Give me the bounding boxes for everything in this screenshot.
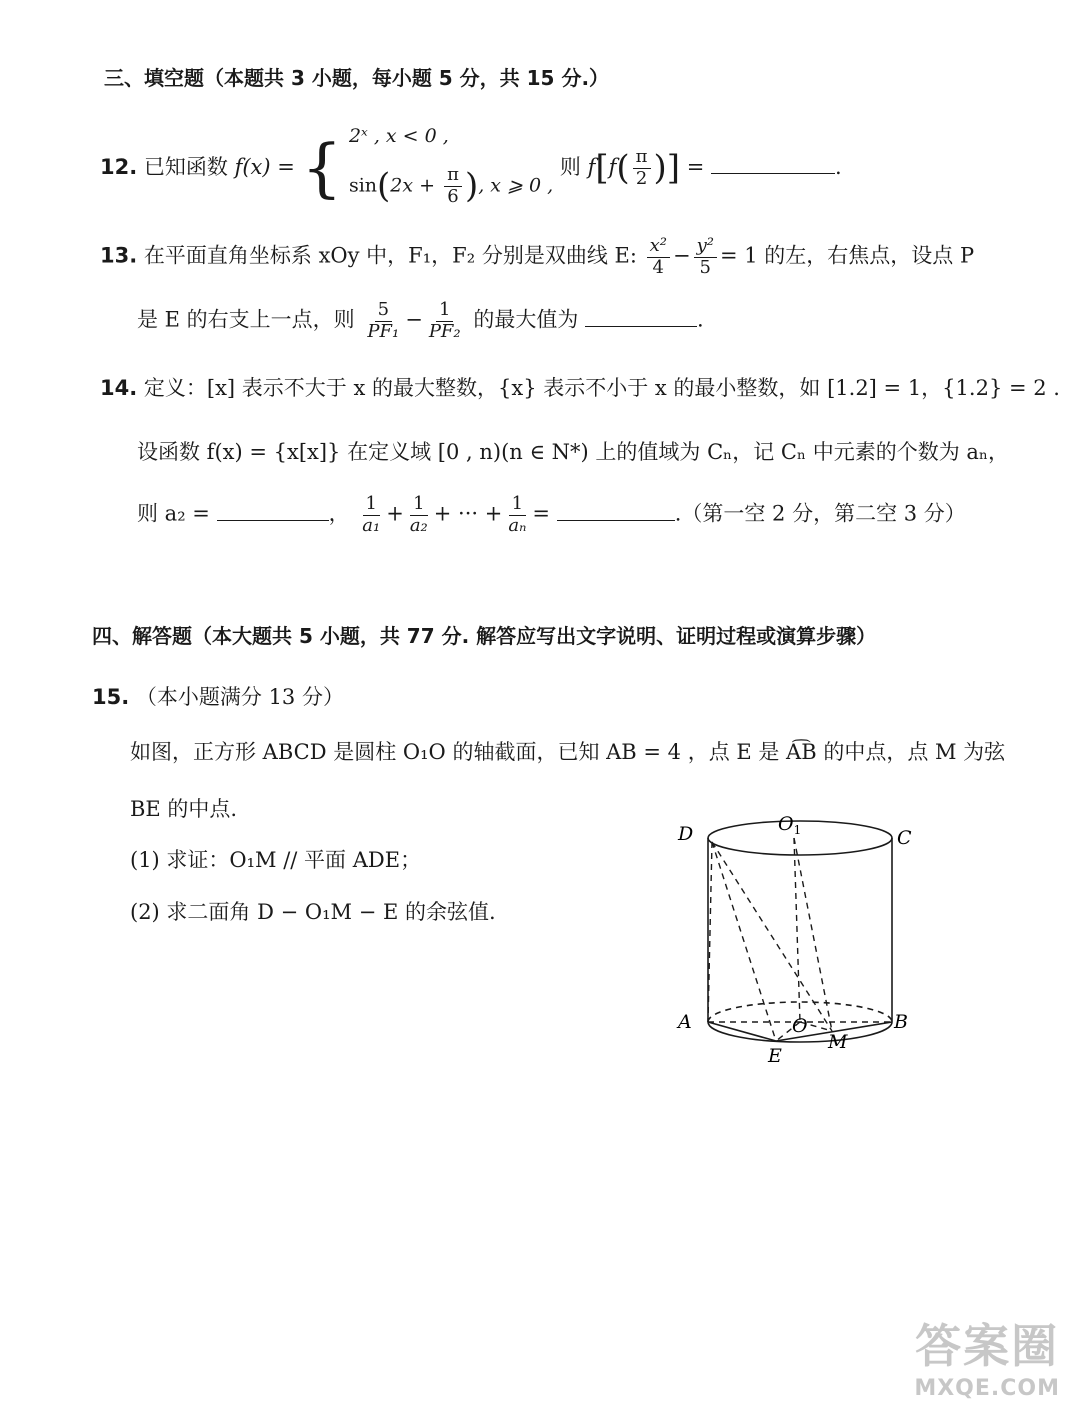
q12-brace: { xyxy=(301,131,343,206)
question-14-line-1: 14. 定义：[x] 表示不大于 x 的最大整数，{x} 表示不小于 x 的最小整数，如 [1.2] = 1，{1.2} = 2 . xyxy=(100,376,1060,400)
label-B: B xyxy=(894,1011,908,1033)
q12-case-2: sin(2x + $\frac{\pi}{6}$ ), x ⩾ 0 , xyxy=(348,164,554,207)
q12-prefix: 已知函数 xyxy=(143,154,228,179)
label-D: D xyxy=(678,823,694,845)
label-A: A xyxy=(678,1011,692,1033)
question-14-line-2: 设函数 f(x) = {x[x]} 在定义域 [0 , n)(n ∈ N*) 上的值域为 Cₙ，记 Cₙ 中元素的个数为 aₙ， xyxy=(137,440,1010,464)
question-15-part-1: (1) 求证：O₁M // 平面 ADE； xyxy=(130,848,422,872)
site-watermark: 答案圈 MXQE.COM xyxy=(914,1319,1060,1401)
label-M: M xyxy=(828,1031,848,1053)
label-O: O xyxy=(792,1015,808,1037)
q12-pi-over-6: $\frac{\pi}{6}$ xyxy=(444,165,462,207)
q13-y2-over-5: $\frac{\text{y²}}{5}$ xyxy=(694,236,717,278)
cylinder-figure xyxy=(670,810,930,1070)
segment-DE xyxy=(712,842,776,1041)
question-number: 14. xyxy=(100,376,138,400)
q12-case-1: 2ˣ , x < 0 , xyxy=(348,125,449,147)
q13-5-over-pf1: $\frac{5}{\text{PF₁}}$ xyxy=(367,299,400,342)
question-13-line-2: 是 E 的右支上一点，则 $\frac{5}{\text{PF₁}}$ − $\frac{1}{\text{PF₂}}$ 的最大值为 . xyxy=(137,299,704,342)
q12-fx: f(x) = xyxy=(234,154,295,179)
question-number: 15. xyxy=(92,685,130,709)
label-C: C xyxy=(897,827,912,849)
question-15-header: 15. （本小题满分 13 分） xyxy=(92,685,344,709)
question-14-line-3: 则 a₂ = ， $\frac{1}{\text{a₁}}$ + $\frac{1}{\text{a₂}}$ + ··· + $\frac{1}{\text{aₙ}}$ = .（第一空 2 分，第二空 3 分） xyxy=(137,493,966,536)
section-3-title: 三、填空题（本题共 3 小题，每小题 5 分，共 15 分.） xyxy=(104,66,610,90)
question-15-stem-line-2: BE 的中点. xyxy=(130,797,238,821)
question-12: 12. 已知函数 f(x) = { 2ˣ , x < 0 , sin(2x + $\frac{\pi}{6}$ ), x ⩾ 0 , 则 f[f( $\frac{\pi}{2}$ )] = . xyxy=(100,118,842,219)
q12-then: 则 xyxy=(559,154,581,179)
question-13-line-1: 13. 在平面直角坐标系 xOy 中，F₁，F₂ 分别是双曲线 E: $\frac{\text{x²}}{4}$ − $\frac{\text{y²}}{5}$ = 1 的左，右焦点，设点 P xyxy=(100,235,975,278)
question-number: 12. xyxy=(100,154,138,179)
q13-1-over-pf2: $\frac{1}{\text{PF₂}}$ xyxy=(428,299,461,342)
q12-pi-over-2: $\frac{\pi}{2}$ xyxy=(633,147,651,189)
question-number: 13. xyxy=(100,243,138,268)
question-15-stem-line-1: 如图，正方形 ABCD 是圆柱 O₁O 的轴截面，已知 AB = 4 ，点 E 是 A͡B 的中点，点 M 为弦 xyxy=(130,740,1006,764)
answer-blank-13[interactable] xyxy=(585,304,697,327)
label-O1: $O_1$ xyxy=(778,813,802,837)
answer-blank-14a[interactable] xyxy=(217,498,329,521)
answer-blank-14b[interactable] xyxy=(557,498,675,521)
answer-blank-12[interactable] xyxy=(711,151,835,174)
section-4-title: 四、解答题（本大题共 5 小题，共 77 分. 解答应写出文字说明、证明过程或演算步骤） xyxy=(92,624,877,648)
q13-x2-over-4: $\frac{\text{x²}}{4}$ xyxy=(647,236,670,278)
question-15-part-2: (2) 求二面角 D − O₁M − E 的余弦值. xyxy=(130,900,496,924)
segment-O1O xyxy=(794,838,800,1022)
q12-cases xyxy=(349,118,553,219)
label-E: E xyxy=(768,1045,782,1067)
